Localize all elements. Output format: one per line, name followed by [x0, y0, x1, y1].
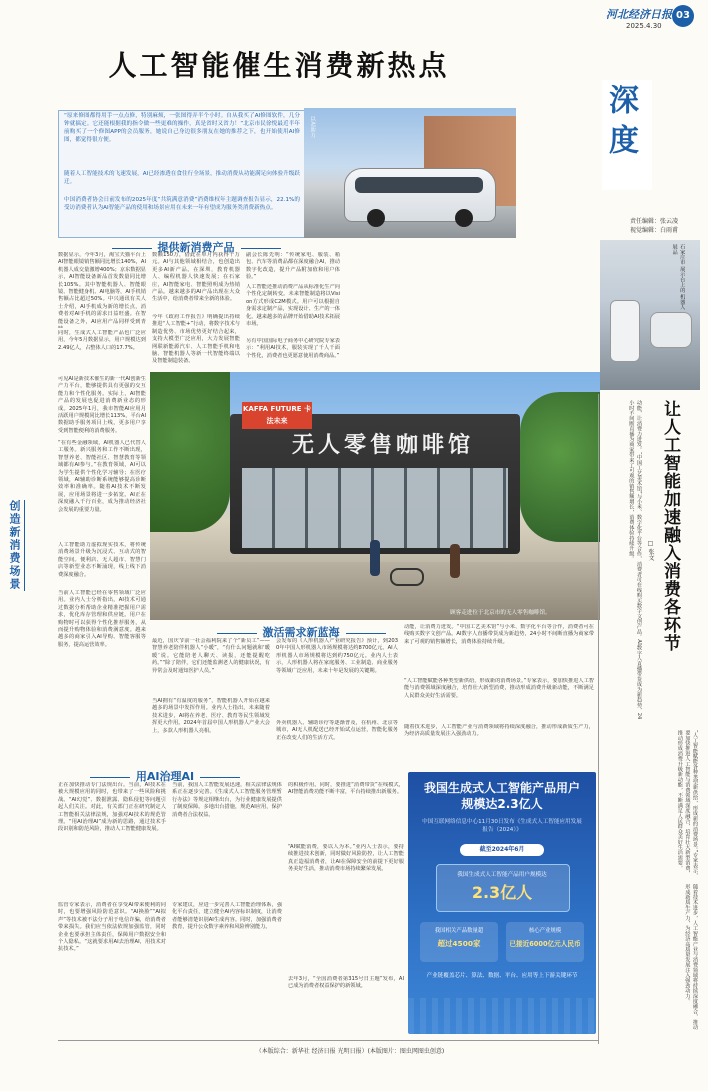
lead-paragraph-1: “原来修图都得用手一点点修，特别麻烦，一张图得弄半个小时。自从我买了AI修图软件，几分钟就搞定。它还能根据我的指令做一些更难的操作，真是省时又省力！”北京市民徐悦最近半年前购买了一个修图APP的会员服务，她说自己身边很多朋友在她的推荐之下，也开始使用AI修图，都觉得很方便。: [64, 113, 300, 143]
photo-bus-wheel: [367, 209, 385, 227]
col4-para-a: 动能，让消费力迸发。“中国工艺美术馆”与小米、数字化平台等合作，消费者可在线购买数字文创产品。AI数字人直播带货成为新趋势，24小时不间断直播为商家带来了可观的销售额增长，消费体验持续升级。: [404, 624, 594, 645]
section-header-2: 创造新消费场景: [6, 500, 25, 591]
section-header-4: 用AI治理AI: [70, 768, 260, 784]
section-header-3: 激活需求新蓝海: [186, 624, 416, 640]
col4-para-c: 随着技术进步，人工智能产业与消费领域将持续深度融合，推动形成新质生产力，为经济高质量发展注入强劲动力。: [404, 724, 594, 738]
col2-para-a: 数额150万，借此在单月内获得千万元。AI与其他领域相结合，也创造出更多AI新产品。在深圳，教育机器人、编程机器人快速发展；在石家庄，AI智能家电、智能照明成为热销产品。越来越多的AI产品出现在大众生活中，给消费者带来全新的体验。: [152, 252, 240, 303]
headline: 人工智能催生消费新热点: [108, 49, 450, 82]
col3-para-f: 的积极作用。同时，要推进“消费带货”在线模式，AI智能消费功能不断丰富，平台持续推出新服务。: [288, 782, 404, 796]
infographic-b1-value: 超过4500家: [437, 939, 481, 948]
footer-divider: [58, 1040, 598, 1041]
col1-para-f: 当前人工智能已经在零售领域广泛应用。业内人士分析指出，AI技术可通过数据分析帮助企业精准把握用户需求，优化库存管理和供应链。用户在购物时可以获得个性化推荐服务，从而提升购物体验和消费满意度。越来越多的商家引入AI导购、智能客服等服务，提高运营效率。: [58, 590, 146, 648]
middle-photo: [150, 372, 600, 620]
credit-editor: 责任编辑：张云凌: [630, 218, 679, 225]
col1-para-c: 可见AI是新技术催生的新一代AI创新生产力平台，能够提供具有更强的交互能力和个性化服务。实际上，AI智能产品的发展也促进消费新业态的形成。2025年1月，我市智能AI应用月活跃用户规模同比增长113%，平台AI数据助手服务项目上线，更多用户享受到智能便利的消费服务。: [58, 376, 146, 434]
masthead-logo: 河北经济日报: [606, 8, 672, 21]
col2-para-f: 专家建议，应进一步完善人工智能治理体系，强化平台责任，建立健全AI内容标识制度，让消费者能够清楚识别AI生成内容。同时，加强消费者教育，提升公众数字素养和风险辨别能力。: [172, 902, 282, 931]
col3-para-a: 副会长陈先明：“传统家电、服装、箱包、汽车等消费品都在深度融合AI，推动数字化改造，提升产品附加值和用户体验。”: [246, 252, 340, 281]
infographic-b1-label: 我国相关产品数量超: [434, 928, 484, 934]
col1-para-b: 同时，生成式人工智能产品也广泛应用，今年5月数据显示，用户规模达到2.49亿人，占整体人口的17.7%。: [58, 330, 146, 351]
col4-para-b: “人工智能赋能各种类型新供给，形成新的消费场景。”专家表示，要加快推进人工智能与消费领域深度融合，培育壮大新型消费，推动形成消费升级新动能，不断满足人民群众美好生活需要。: [404, 678, 594, 699]
col2-para-b: 今年《政府工作报告》明确提出持续推进“人工智能+”行动，将数字技术与制造优势、市场优势更好结合起来，支持大模型广泛应用，大力发展智能网联新能源汽车、人工智能手机和电脑、智能机器人等新一代智能终端以及智能制造装备。: [152, 314, 240, 365]
cafe-brand-sign: KAFFA FUTURE 卡法未来: [242, 402, 312, 429]
lead-paragraph-2: 随着人工智能技术的飞速发展，AI已经渗透在食住行全场景，推动消费从功能满足向体验升级跃迁。: [64, 171, 300, 185]
right-column-text-1: 动能，让消费力迸发。“中国工艺美术馆”与小米、数字化平台等合作，消费者可在线购买数字文创产品。AI数字人直播带货成为新趋势，24小时不间断直播为商家带来了可观的销售额增长，消费体验持续升级。: [628, 400, 642, 720]
top-photo-caption: 以AI助力: [309, 116, 316, 138]
photo-bus-window: [355, 177, 483, 193]
cafe-sign: 无人零售咖啡馆: [292, 432, 475, 458]
infographic-b2-value: 已接近6000亿元人民币: [509, 940, 581, 948]
col3-para-b: 人工智能还推动消费产品从标准化生产向个性化定制转变。未来智能制造将以Vision方式形成C2M模式。用户可以根据自身需求定制产品，实现设计、生产的一体化。越来越多的品牌开始借助AI技术拓展市场。: [246, 284, 340, 328]
col1-para-g: 正在加快推动专门法规出台。当前，AI技术在被大规模应用的同时，也带来了一些风险和挑战。“AI幻觉”、数据泄露、隐私侵犯等问题引起人们关注。对此，有关部门正在研究制定人工智能相关法律法规，加强对AI技术的规范管理。“用AI治理AI”成为新的思路，通过技术手段识别和防范风险，推动人工智能健康发展。: [58, 782, 166, 833]
col1-para-e: 人工智能助力虚拟现实技术，将传统消费场景升级为沉浸式、互动式的智能空间。便利店、无人超市、智慧门店等新型业态不断涌现，线上线下消费深度融合。: [58, 542, 146, 578]
side-photo: [600, 240, 700, 390]
right-column-byline: □ 张文: [647, 540, 654, 561]
infographic-source: 中国互联网络信息中心11月30日发布《生成式人工智能应用发展报告（2024）》: [422, 819, 582, 833]
right-column-text-3: 随着技术进步，人工智能产业与消费领域将持续深度融合，推动形成新质生产力，为经济高质量发展注入强劲动力。: [684, 884, 698, 1030]
masthead-date: 2025.4.30: [626, 22, 662, 30]
side-photo-caption: 石家庄市 展示台上的 机器人展品: [671, 244, 686, 310]
robot-shape: [650, 312, 692, 348]
infographic-decoration: [408, 998, 596, 1034]
footer-credits: （本版综合：新华社 经济日报 光明日报）(本版图片：图虫网图虫创意): [255, 1048, 445, 1055]
infographic-title: 我国生成式人工智能产品用户规模达2.3亿人: [423, 781, 580, 811]
top-photo: [304, 108, 516, 238]
photo-person: [450, 544, 460, 578]
col3-para-d: 会发布的《人形机器人产业研究报告》预计，到2030年中国人形机器人市场规模将达约8700亿元。AI人形机器人市场规模将达到约750亿元。业内人士表示，人形机器人将在家庭服务、工业制造、商业服务等领域广泛应用，未来十年是发展的关键期。: [276, 638, 398, 674]
photo-bicycle: [390, 568, 424, 586]
page-number: 03: [672, 5, 694, 27]
lead-paragraph-3: 中国消费者协会日前发布的2025年度“共筑满意消费”消费维权年主题调查报告显示，22.1%的受访消费者认为AI智能产品的使用和场景应用在未来一年有望成为服务类消费新热点。: [64, 197, 300, 211]
col1-para-h: 监管专家表示，消费者在享受AI带来便利的同时，也要增强风险防范意识。“AI换脸”“AI拟声”等技术被不法分子用于电信诈骗，给消费者带来损失。我们应当依法依规加强监管，同时企业也要承担主体责任，保障用户数据安全和个人隐私。“这就要求用AI去治理AI，用技术对抗技术。”: [58, 902, 166, 953]
photo-person: [370, 540, 380, 576]
photo-tree: [520, 392, 600, 542]
col2-para-d: 当AI拥有“有温度的服务”，智能机器人开始在越来越多的场景中发挥作用。业内人士指出，未来随着技术进步，AI将在养老、医疗、教育等民生领域发挥更大作用。2024年首届中国人形机器人产业大会上，多款人形机器人亮相。: [152, 698, 270, 734]
section-header-1: 提供新消费产品: [96, 239, 296, 255]
credit-visual: 视觉编辑：白雨甫: [630, 227, 679, 234]
right-column-divider: [598, 394, 599, 1044]
col2-para-c: 最近，国庆节前一社会福利院来了个“新员工”——智慧养老陪伴机器人“小暖”，“有什么问题就和‘暖暖’说。它能陪老人聊天、读报，还能提醒吃药。”“除了陪伴，它们还能监测老人的健康状况，有异常会及时通知医护人员。”: [152, 638, 270, 674]
col3-para-c: 另有中国国际电子商务中心研究院专家表示：“利用AI技术，服装实现了千人千面个性化，消费者也更愿意使用消费商品。”: [246, 338, 340, 359]
right-column-title: 让人工智能加速融入消费各环节: [660, 400, 680, 652]
col3-para-e: 外卖机器人、辅助诊疗等逐渐普及，在杭州、北京等城市，AI无人机配送已经开始试点运营，智能化服务正在改变人们的生活方式。: [276, 720, 398, 741]
robot-shape: [610, 300, 640, 362]
masthead: [0, 0, 708, 44]
right-column-text-2: “人工智能赋能各种类型新供给，形成新的消费场景。”专家表示，要加快推进人工智能与消费领域深度融合，培育壮大新型消费，推动形成消费升级新动能，不断满足人民群众美好生活需要。: [676, 730, 698, 879]
infographic-note: 产业链覆盖芯片、算法、数据、平台、应用等上下游关键环节: [426, 973, 578, 979]
col1-para-d: “在有些金融领域，AI机器人已代替人工服务。新兴服务和工作不断出现，智慧养老、智能社区、智慧教育等领域都有AI参与。”在教育领域，AI可以为学生提供个性化学习辅导；在医疗领域，AI辅助诊断系统能够提高诊断效率和准确率。随着AI技术不断发展，应用场景将进一步拓宽。AI正在深度融入千行百业，成为推动经济社会发展的重要力量。: [58, 440, 146, 513]
col3-para-h: 去年3月，“全国消费者第315号日主题”发布，AI已成为消费者权益保护的新领域。: [288, 976, 404, 990]
middle-photo-caption: 顾客走进位于北京市的无人零售咖啡馆。: [450, 610, 551, 616]
infographic-b2-label: 核心产业规模: [528, 928, 562, 934]
photo-bus: [344, 168, 496, 222]
photo-bus-wheel: [455, 209, 473, 227]
infographic: [408, 772, 596, 1034]
section-label: 深度: [603, 84, 638, 164]
col1-para-a: 数据显示，今年3月，淘宝天猫平台上AI智能眼镜销售额同比增长140%，AI机器人成交量激增400%；京东数据显示，AI智能设备新品首发数量同比增长105%。其中智能机器人、智能眼镜、智能健身机、AI电脑等，AI手机销售额占比超过50%。中兴通讯有关人士介绍，AI手机成为新的增长点，消费者对AI手机的需求日益旺盛。在智能设备之外，AI应用产品同样受到青: [58, 252, 146, 325]
photo-tree: [150, 372, 230, 532]
infographic-big-label: 我国生成式人工智能产品用户规模达: [457, 872, 547, 878]
infographic-big-value: 2.3亿人: [471, 883, 533, 902]
col2-para-e: 当前，我国人工智能发展迅速，相关法律法规体系正在逐步完善。《生成式人工智能服务管理暂行办法》等规定相继出台，为行业健康发展提供了制度保障。多地出台措施，规范AI应用，保护消费者合法权益。: [172, 782, 282, 818]
infographic-badge: 截至2024年6月: [460, 844, 544, 856]
cafe-windows: [242, 468, 508, 548]
col3-para-g: “AI赋能消费，要以人为本。”业内人士表示，要持续推进技术创新，同时做好风险防控，让人工智能真正造福消费者，让AI在保障安全的前提下更好服务美好生活，推动消费市场持续繁荣发展。: [288, 844, 404, 873]
